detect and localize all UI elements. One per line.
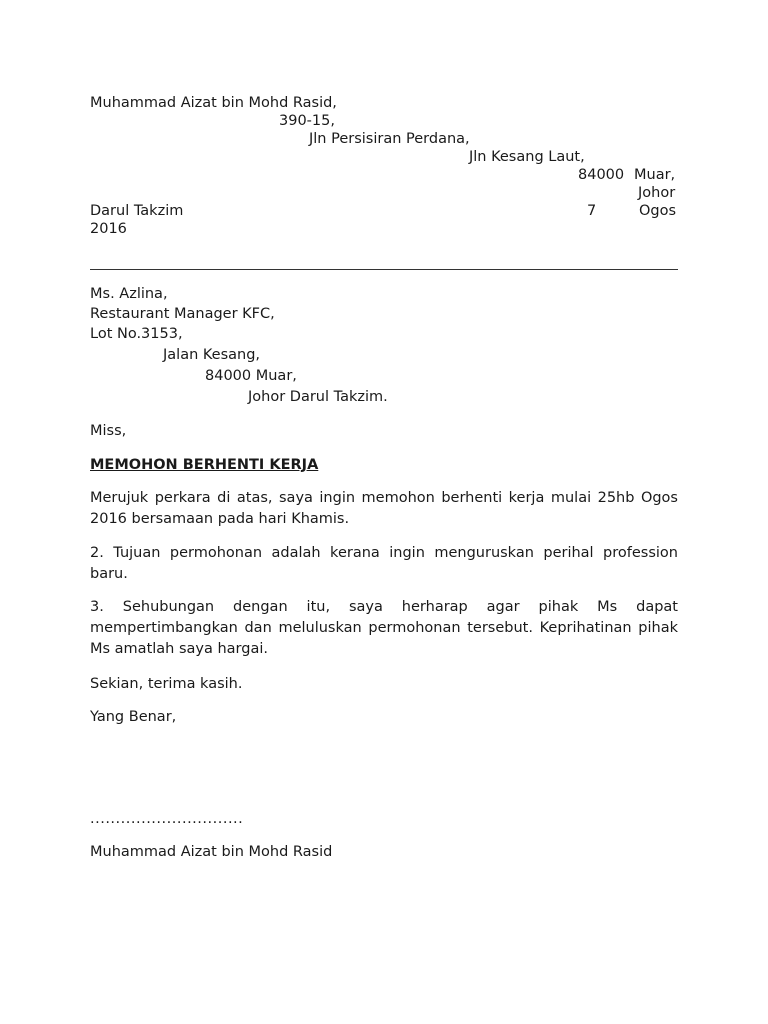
recipient-title: Restaurant Manager KFC, [90,306,275,322]
body-paragraph-1: Merujuk perkara di atas, saya ingin memohon berhenti kerja mulai 25hb Ogos 2016 bersamaan pada hari Khamis. [90,490,678,527]
closing-line: Sekian, terima kasih. [90,676,243,692]
sender-address-1: 390-15, [279,113,335,129]
date-year: 2016 [90,221,127,237]
sender-address-3: Jln Kesang Laut, [469,149,585,165]
signature-line: .............................. [90,811,244,827]
sender-state-part2: Darul Takzim [90,203,184,219]
sender-name: Muhammad Aizat bin Mohd Rasid, [90,95,337,111]
subject-heading: MEMOHON BERHENTI KERJA [90,457,319,473]
body-paragraph-2: 2. Tujuan permohonan adalah kerana ingin menguruskan perihal profession baru. [90,545,678,582]
recipient-name: Ms. Azlina, [90,286,168,302]
signature-name: Muhammad Aizat bin Mohd Rasid [90,844,333,860]
header-divider [90,269,678,270]
body-paragraph-3: 3. Sehubungan dengan itu, saya herharap agar pihak Ms dapat mempertimbangkan dan meluluskan permohonan tersebut. Keprihatinan pihak Ms amatlah saya hargai. [90,599,678,657]
sender-postcode: 84000 [578,167,625,183]
sender-city: Muar, [634,167,676,183]
sender-address-2: Jln Persisiran Perdana, [309,131,470,147]
signoff: Yang Benar, [90,709,177,725]
recipient-street: Jalan Kesang, [163,347,261,363]
salutation: Miss, [90,423,127,439]
recipient-city: 84000 Muar, [205,368,297,384]
sender-state-part1: Johor [638,185,676,201]
date-day: 7 [587,203,597,219]
recipient-lot: Lot No.3153, [90,326,183,342]
recipient-state: Johor Darul Takzim. [248,389,388,405]
date-month: Ogos [639,203,677,219]
